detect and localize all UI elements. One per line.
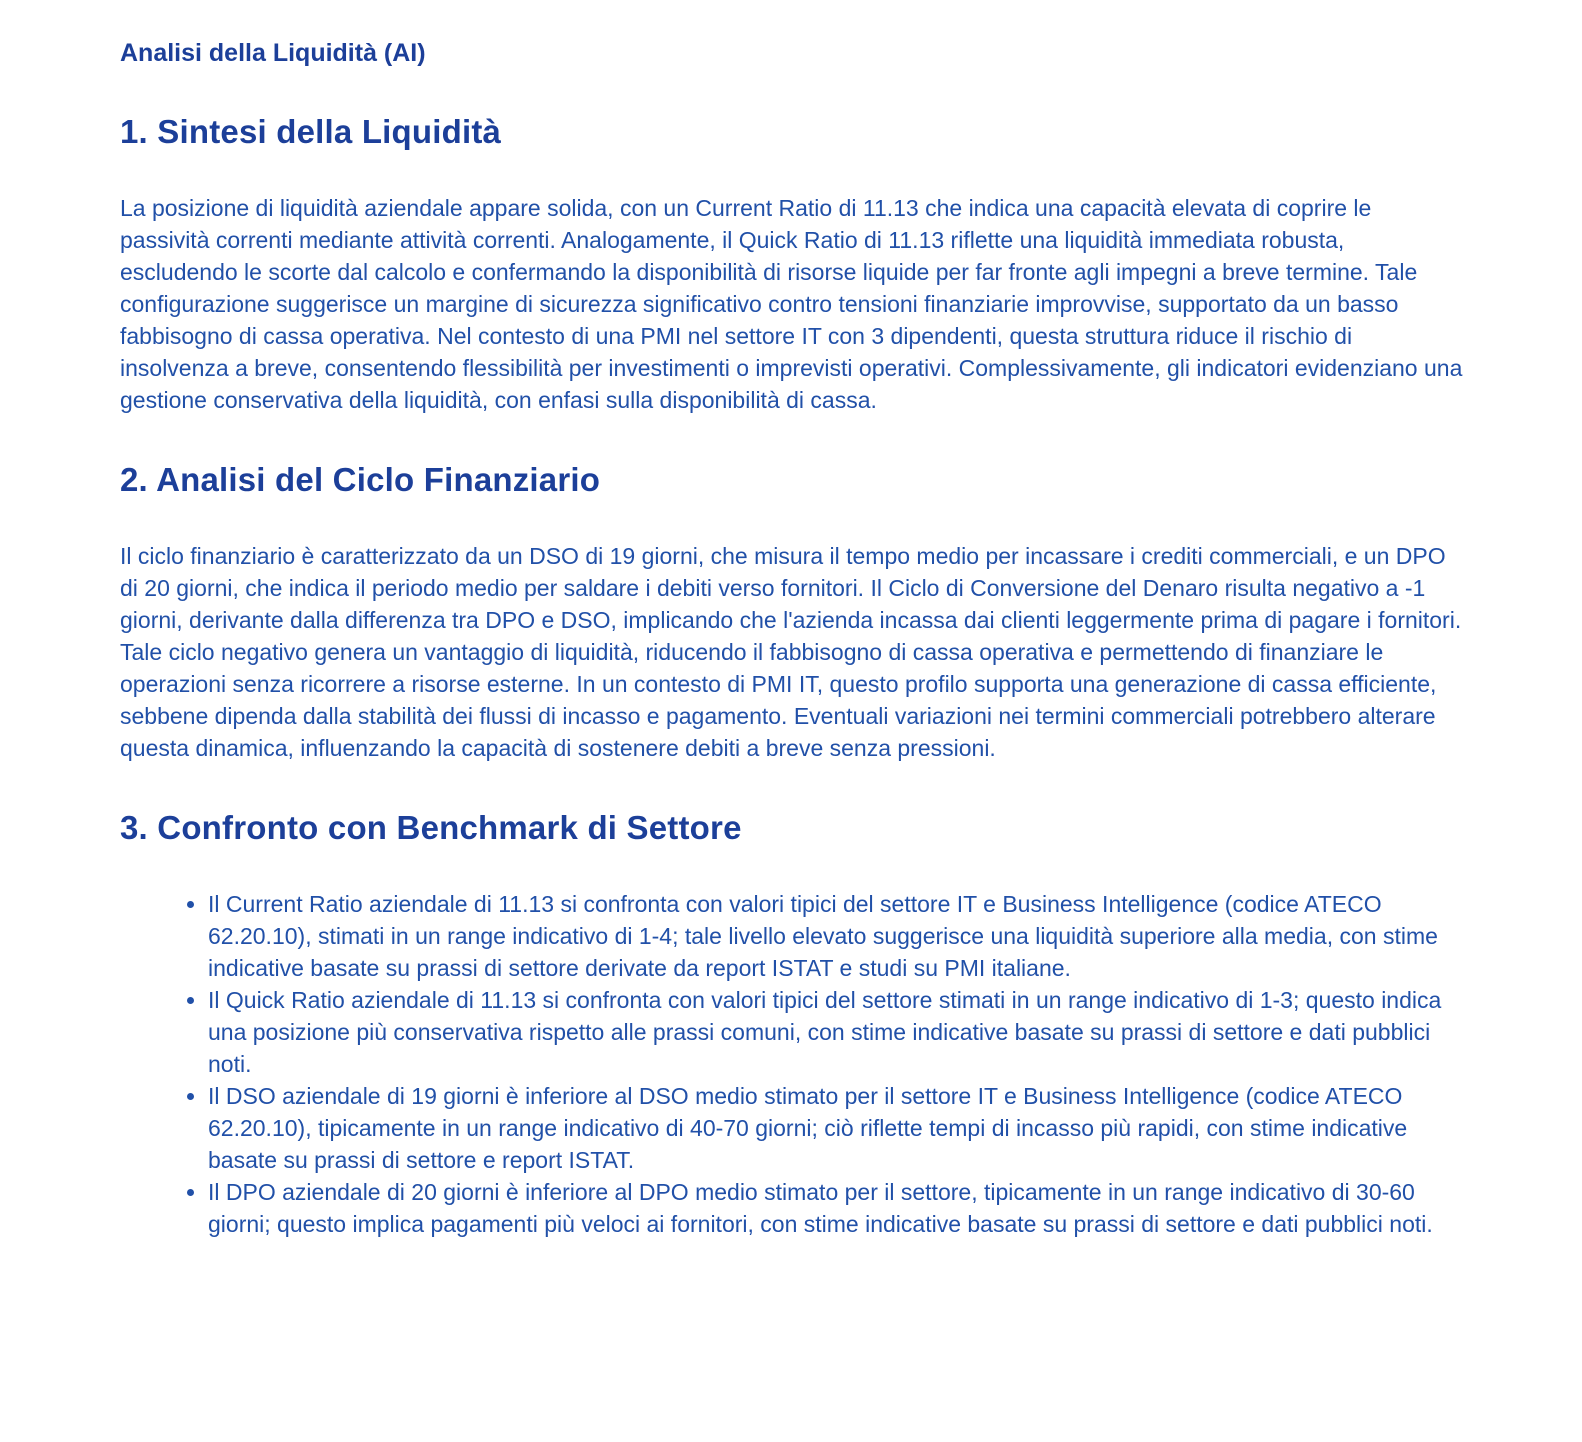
liquidity-analysis-document (0, 38, 1582, 1240)
document-title: Analisi della Liquidità (AI) (120, 39, 426, 67)
paragraph-ciclo-finanziario: Il ciclo finanziario è caratterizzato da un DSO di 19 giorni, che misura il tempo medio per incassare i crediti commerciali, e un DPO di 20 giorni, che indica il periodo medio per saldare i debiti verso fornitori. Il Ciclo di Conversione del Denaro risulta negativo a -1 giorni, derivante dalla differenza tra DPO e DSO, implicando che l'azienda incassa dai clienti leggermente prima di pagare i fornitori. Tale ciclo negativo genera un vantaggio di liquidità, riducendo il fabbisogno di cassa operativa e permettendo di finanziare le operazioni senza ricorrere a risorse esterne. In un contesto di PMI IT, questo profilo supporta una generazione di cassa efficiente, sebbene dipenda dalla stabilità dei flussi di incasso e pagamento. Eventuali variazioni nei termini commerciali potrebbero alterare questa dinamica, influenzando la capacità di sostenere debiti a breve senza pressioni. (120, 543, 1462, 761)
list-item-current-ratio: • Il Current Ratio aziendale di 11.13 si confronta con valori tipici del settore IT e Business Intelligence (codice ATECO 62.20.10), stimati in un range indicativo di 1-4; tale livello elevato suggerisce una liquidità superiore alla media, con stime indicative basate su prassi di settore derivate da report ISTAT e studi su PMI italiane. (208, 888, 1467, 984)
section-heading-ciclo-finanziario: 2. Analisi del Ciclo Finanziario (120, 461, 601, 498)
list-item-dso: • Il DSO aziendale di 19 giorni è inferiore al DSO medio stimato per il settore IT e Business Intelligence (codice ATECO 62.20.10), tipicamente in un range indicativo di 40-70 giorni; ciò riflette tempi di incasso più rapidi, con stime indicative basate su prassi di settore e report ISTAT. (208, 1080, 1467, 1176)
section-heading-sintesi-liquidita: 1. Sintesi della Liquidità (120, 113, 502, 150)
paragraph-sintesi-liquidita: La posizione di liquidità aziendale appare solida, con un Current Ratio di 11.13 che indica una capacità elevata di coprire le passività correnti mediante attività correnti. Analogamente, il Quick Ratio di 11.13 riflette una liquidità immediata robusta, escludendo le scorte dal calcolo e confermando la disponibilità di risorse liquide per far fronte agli impegni a breve termine. Tale configurazione suggerisce un margine di sicurezza significativo contro tensioni finanziarie improvvise, supportato da un basso fabbisogno di cassa operativa. Nel contesto di una PMI nel settore IT con 3 dipendenti, questa struttura riduce il rischio di insolvenza a breve, consentendo flessibilità per investimenti o imprevisti operativi. Complessivamente, gli indicatori evidenziano una gestione conservativa della liquidità, con enfasi sulla disponibilità di cassa. (120, 195, 1463, 413)
section-heading-benchmark-settore: 3. Confronto con Benchmark di Settore (120, 809, 742, 846)
list-item-dpo: • Il DPO aziendale di 20 giorni è inferiore al DPO medio stimato per il settore, tipicamente in un range indicativo di 30-60 giorni; questo implica pagamenti più veloci ai fornitori, con stime indicative basate su prassi di settore e dati pubblici noti. (208, 1176, 1467, 1240)
list-item-quick-ratio: • Il Quick Ratio aziendale di 11.13 si confronta con valori tipici del settore stimati in un range indicativo di 1-3; questo indica una posizione più conservativa rispetto alle prassi comuni, con stime indicative basate su prassi di settore e dati pubblici noti. (208, 984, 1467, 1080)
benchmark-bullet-list (120, 888, 1467, 1240)
